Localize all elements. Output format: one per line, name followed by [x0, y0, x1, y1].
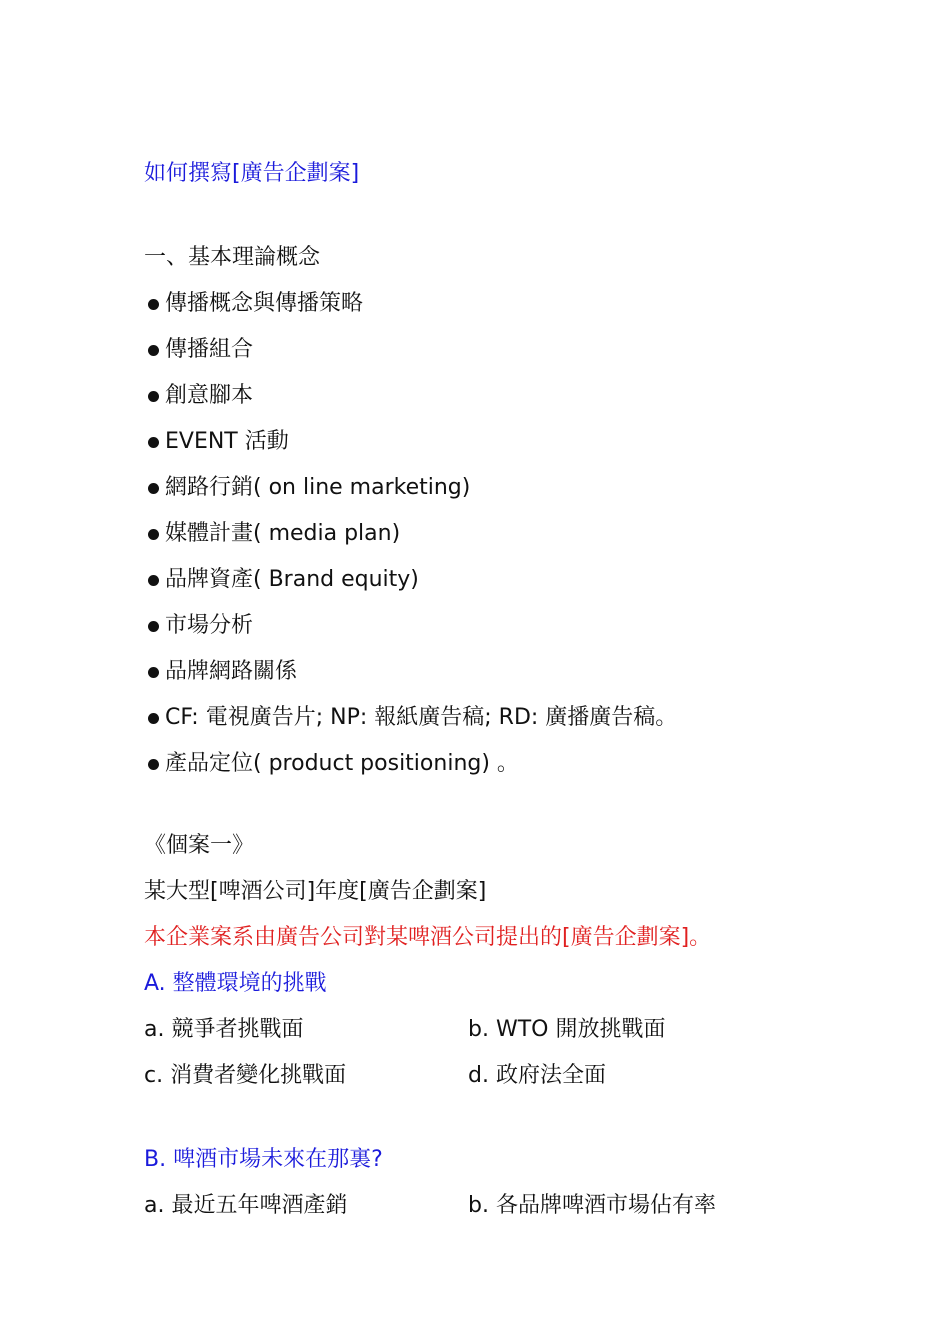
bullet-text: 產品定位( product positioning) 。 — [165, 751, 519, 776]
section-heading-basic-concepts: 一、基本理論概念 — [144, 245, 321, 270]
bullet-text: 市場分析 — [165, 613, 254, 638]
list-item — [148, 336, 677, 382]
bullet-icon — [148, 713, 159, 724]
section-a-item: a. 競爭者挑戰面 — [144, 1017, 304, 1042]
bullet-icon — [148, 621, 159, 632]
bullet-icon — [148, 667, 159, 678]
list-item — [148, 750, 677, 796]
concept-bullet-list — [148, 290, 677, 796]
bullet-icon — [148, 483, 159, 494]
list-item — [148, 474, 677, 520]
bullet-text: CF: 電視廣告片; NP: 報紙廣告稿; RD: 廣播廣告稿。 — [165, 705, 678, 730]
bullet-text: EVENT 活動 — [165, 429, 289, 454]
bullet-icon — [148, 391, 159, 402]
list-item — [148, 566, 677, 612]
section-a-heading: A. 整體環境的挑戰 — [144, 971, 327, 996]
section-b-item: a. 最近五年啤酒產銷 — [144, 1193, 348, 1218]
list-item — [148, 290, 677, 336]
list-item — [148, 612, 677, 658]
list-item — [148, 704, 677, 750]
bullet-icon — [148, 345, 159, 356]
section-a-item: b. WTO 開放挑戰面 — [468, 1017, 666, 1042]
list-item — [148, 658, 677, 704]
section-b-item: b. 各品牌啤酒市場佔有率 — [468, 1193, 716, 1218]
document-title: 如何撰寫[廣告企劃案] — [144, 161, 360, 186]
section-a-item: d. 政府法全面 — [468, 1063, 606, 1088]
list-item — [148, 428, 677, 474]
bullet-text: 網路行銷( on line marketing) — [165, 475, 471, 500]
bullet-icon — [148, 529, 159, 540]
section-a-item: c. 消費者變化挑戰面 — [144, 1063, 347, 1088]
section-b-heading: B. 啤酒市場未來在那裏? — [144, 1147, 383, 1172]
bullet-text: 品牌資產( Brand equity) — [165, 567, 419, 592]
bullet-icon — [148, 437, 159, 448]
bullet-text: 創意腳本 — [165, 383, 254, 408]
list-item — [148, 520, 677, 566]
list-item — [148, 382, 677, 428]
case-description: 本企業案系由廣告公司對某啤酒公司提出的[廣告企劃案]。 — [144, 925, 712, 950]
bullet-text: 媒體計畫( media plan) — [165, 521, 401, 546]
bullet-icon — [148, 575, 159, 586]
bullet-text: 傳播組合 — [165, 337, 254, 362]
bullet-text: 傳播概念與傳播策略 — [165, 291, 364, 316]
case-title: 某大型[啤酒公司]年度[廣告企劃案] — [144, 879, 487, 904]
bullet-icon — [148, 759, 159, 770]
case-label: 《個案一》 — [144, 833, 255, 858]
bullet-text: 品牌網路關係 — [165, 659, 298, 684]
bullet-icon — [148, 299, 159, 310]
